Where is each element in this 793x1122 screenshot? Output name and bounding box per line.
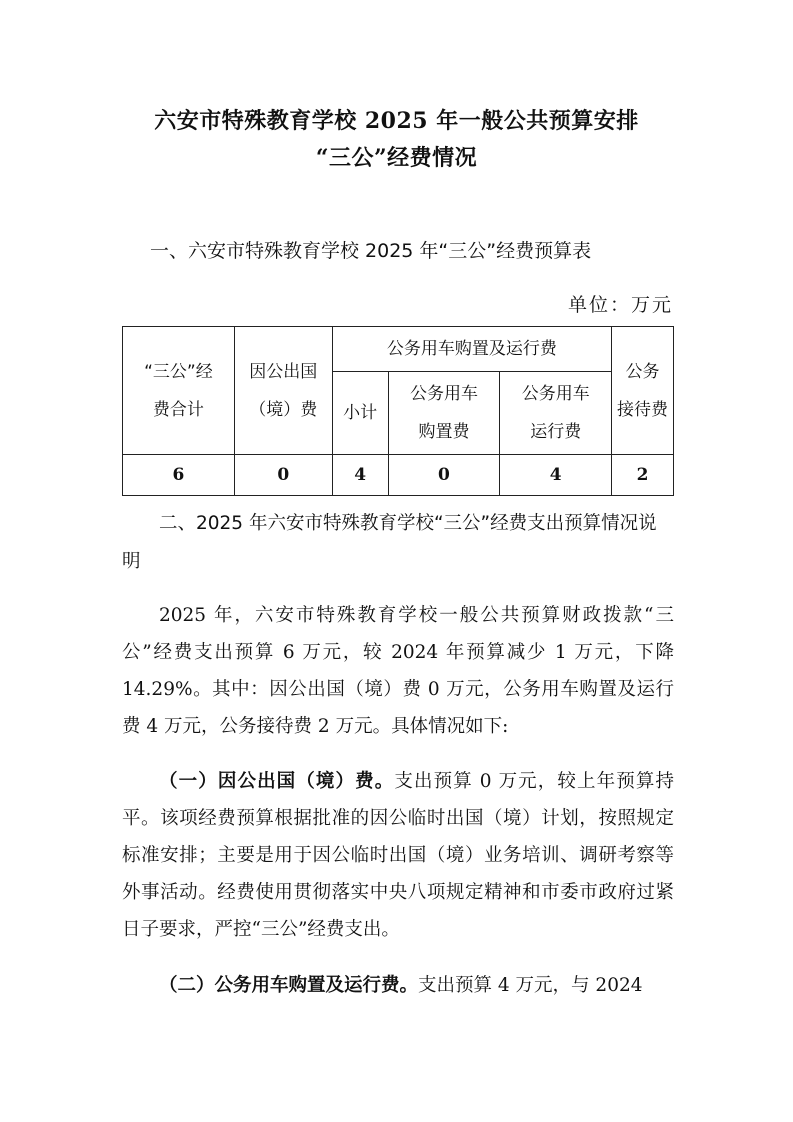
section2-heading: 二、2025 年六安市特殊教育学校“三公”经费支出预算情况说明 <box>122 513 657 572</box>
paragraph-vehicle-label: （二）公务用车购置及运行费。 <box>159 975 419 996</box>
table-values-row <box>123 455 674 496</box>
section1-heading: 一、六安市特殊教育学校 2025 年“三公”经费预算表 <box>150 240 592 262</box>
header-purchase-line2: 购置费 <box>418 422 470 442</box>
paragraph-summary: 2025 年，六安市特殊教育学校一般公共预算财政拨款“三公”经费支出预算 6 万元，较 2024 年预算减少 1 万元，下降 14.29%。其中：因公出国（境）费 0 万元，公务用车购置及运行费 4 万元，公务接待费 2 万元。具体情况如下: <box>122 605 674 737</box>
value-total: 6 <box>123 455 235 496</box>
paragraph-abroad <box>122 763 674 948</box>
paragraph-abroad-label: （一）因公出国（境）费。 <box>159 771 395 792</box>
header-operation-line2: 运行费 <box>530 422 582 442</box>
header-subtotal: 小计 <box>332 372 388 455</box>
table-header-row <box>123 327 674 372</box>
budget-table <box>122 326 674 496</box>
header-vehicle-group: 公务用车购置及运行费 <box>332 327 611 372</box>
header-operation <box>500 372 612 455</box>
header-reception-line1: 公务 <box>625 361 660 382</box>
header-reception <box>612 327 674 455</box>
value-operation: 4 <box>500 455 612 496</box>
header-total <box>123 327 235 455</box>
header-abroad-line1: 因公出国 <box>249 361 318 382</box>
value-abroad: 0 <box>234 455 332 496</box>
unit-label: 单位：万元 <box>567 294 673 316</box>
header-abroad-line2: （境）费 <box>249 399 318 420</box>
header-total-line1: “三公”经 <box>144 361 213 382</box>
header-purchase <box>388 372 500 455</box>
value-purchase: 0 <box>388 455 500 496</box>
header-total-line2: 费合计 <box>152 399 204 420</box>
paragraph-vehicle-text: 支出预算 4 万元，与 2024 <box>418 975 643 996</box>
paragraph-abroad-text: 支出预算 0 万元，较上年预算持平。该项经费预算根据批准的因公临时出国（境）计划，按照规定标准安排；主要是用于因公临时出国（境）业务培训、调研考察等外事活动。经费使用贯彻落实中央八项规定精神和市委市政府过紧日子要求，严控“三公”经费支出。 <box>122 771 674 940</box>
header-abroad <box>234 327 332 455</box>
document-title-line2: “三公”经费情况 <box>315 145 478 171</box>
document-title-line1: 六安市特殊教育学校 2025 年一般公共预算安排 <box>154 108 639 134</box>
value-subtotal: 4 <box>332 455 388 496</box>
header-purchase-line1: 公务用车 <box>409 384 478 404</box>
paragraph-vehicle <box>122 967 674 1004</box>
header-reception-line2: 接待费 <box>617 399 669 420</box>
value-reception: 2 <box>612 455 674 496</box>
header-operation-line1: 公务用车 <box>521 384 590 404</box>
